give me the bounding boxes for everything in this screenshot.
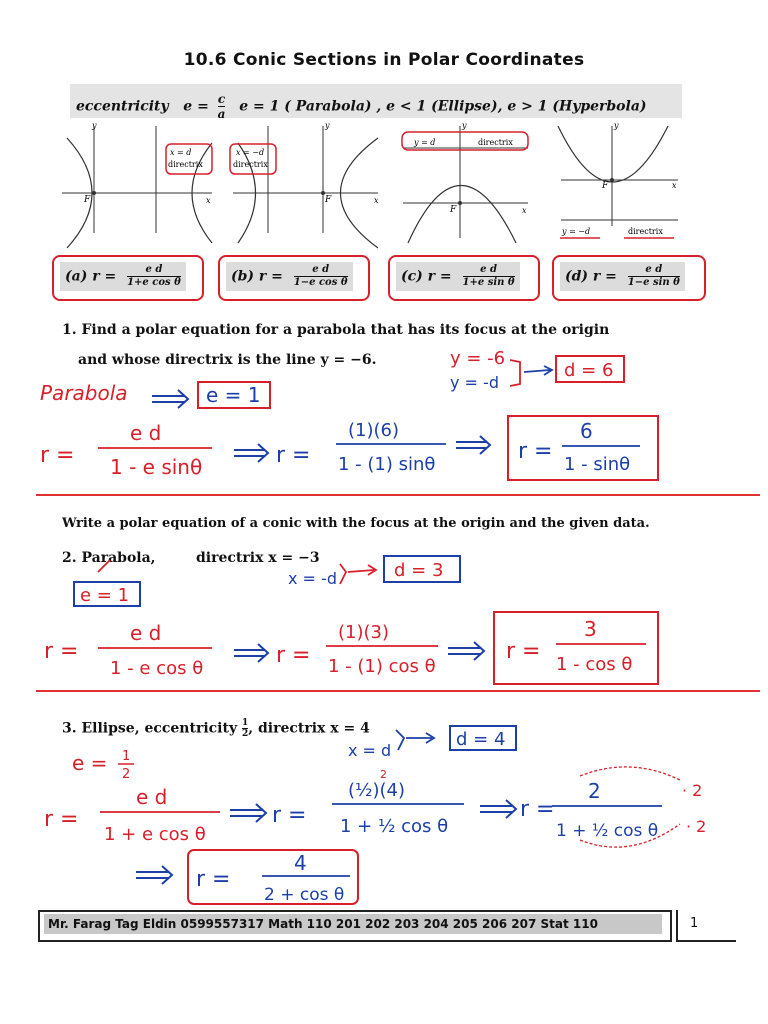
q1-r-3: r =	[518, 439, 553, 464]
formula-c-num: e d	[463, 264, 515, 277]
q1-bracket	[510, 360, 520, 386]
graph-a-focus-label: F	[84, 195, 91, 205]
q2-r-1: r =	[44, 639, 79, 664]
q3-step3-num: 2	[588, 779, 601, 803]
q1-r-2: r =	[276, 443, 311, 468]
eccentricity-definition	[76, 92, 647, 121]
q3-note-x: x = d	[348, 741, 392, 760]
q1-step1-num: e d	[130, 421, 162, 445]
graph-c-focus-label: F	[450, 205, 457, 215]
formula-a-den: 1+e cos θ	[127, 277, 181, 288]
q2-ans-num: 3	[584, 617, 597, 641]
q2-e-pointer	[98, 560, 110, 572]
graph-c-directrix-word: directrix	[478, 138, 513, 147]
q3-mult-bottom: · 2	[686, 817, 707, 836]
graph-a-directrix-eq: x = d	[170, 148, 192, 157]
q2-implies-3	[448, 642, 484, 660]
q1-r-1: r =	[40, 443, 75, 468]
graph-d-curve	[558, 126, 668, 182]
q3-e-den: 2	[122, 767, 131, 782]
graph-c-focus-dot	[458, 201, 462, 205]
eccentricity-fraction	[218, 92, 226, 121]
divider-1	[36, 494, 760, 496]
formula-d-label: (d) r =	[565, 268, 617, 285]
eccentricity-e-eq: e =	[183, 98, 209, 115]
q2-handwriting	[40, 550, 740, 690]
q3-step2-num: (½)(4)	[348, 780, 405, 801]
q3-directrix: , directrix x = 4	[248, 720, 370, 737]
q1-note-y1: y = -6	[450, 348, 506, 369]
page-title: 10.6 Conic Sections in Polar Coordinates	[183, 50, 585, 70]
graph-a	[62, 118, 222, 243]
formula-a-frac	[127, 264, 181, 289]
q2-bracket	[340, 564, 346, 584]
formula-c-den: 1+e sin θ	[462, 277, 515, 288]
footer-text: Mr. Farag Tag Eldin 0599557317 Math 110 201 202 203 204 205 206 207 Stat 110	[44, 914, 662, 934]
instruction: Write a polar equation of a conic with the focus at the origin and the given data.	[62, 516, 650, 531]
q2-r-2: r =	[276, 643, 311, 668]
q2-e-value: e = 1	[80, 585, 130, 606]
graph-b	[228, 118, 388, 243]
q3-step1-den: 1 + e cos θ	[104, 824, 206, 845]
eccentricity-den: a	[217, 107, 226, 121]
q3-step2-den: 1 + ½ cos θ	[340, 816, 449, 837]
divider-2	[36, 690, 760, 692]
q2-arrow-d	[348, 570, 374, 572]
q1-e-value: e = 1	[206, 383, 261, 407]
q1-note-y2: y = -d	[450, 373, 499, 392]
formula-c-frac	[463, 264, 515, 289]
graph-b-directrix-eq: x = −d	[236, 148, 265, 157]
q1-implies-3	[456, 436, 490, 454]
page-number-divider	[676, 910, 678, 942]
formula-b-den: 1−e cos θ	[293, 277, 348, 288]
q2-ans-den: 1 - cos θ	[556, 654, 633, 675]
q3-line-text: 3. Ellipse, eccentricity	[62, 720, 238, 737]
q2-step1-num: e d	[130, 621, 162, 645]
q3-implies-final	[136, 866, 172, 884]
q1-step1-den: 1 - e sinθ	[110, 455, 203, 479]
formula-a	[60, 262, 186, 291]
q1-line2: and whose directrix is the line y = −6.	[78, 352, 377, 368]
q2-directrix: directrix x = −3	[196, 550, 320, 566]
graph-d-directrix-eq: y = −d	[562, 227, 591, 236]
graph-a-x-label: x	[206, 196, 211, 205]
graph-c-y-label: y	[462, 121, 467, 130]
q3-d-value: d = 4	[456, 729, 506, 750]
q2-step2-num: (1)(3)	[338, 622, 389, 643]
q3-ans-num: 4	[294, 851, 307, 875]
graph-b-x-label: x	[374, 196, 379, 205]
graph-d-y-label: y	[614, 121, 619, 130]
graph-c-x-label: x	[522, 206, 527, 215]
q1-handwriting	[40, 340, 740, 490]
formula-a-num: e d	[127, 264, 181, 277]
eccentricity-label: eccentricity	[76, 98, 169, 115]
formula-b-label: (b) r =	[231, 268, 283, 285]
graph-c-directrix-eq: y = d	[414, 138, 436, 147]
q1-ans-den: 1 - sinθ	[564, 454, 631, 475]
q3-r-final: r =	[196, 867, 231, 892]
formula-a-label: (a) r =	[65, 268, 117, 285]
formula-d-frac	[628, 264, 680, 289]
formula-b	[226, 262, 353, 291]
q1-d-value: d = 6	[564, 360, 614, 381]
graph-d	[556, 118, 686, 246]
formula-b-frac	[294, 264, 348, 289]
q1-implies-arrow	[152, 390, 188, 408]
q1-line1: 1. Find a polar equation for a parabola that has its focus at the origin	[62, 322, 610, 338]
q2-line: 2. Parabola,	[62, 550, 156, 566]
q3-frac-den: 2	[241, 729, 249, 739]
formula-b-num: e d	[294, 264, 348, 277]
graph-b-y-label: y	[325, 121, 330, 130]
q1-parabola-word: Parabola	[40, 381, 128, 405]
graph-a-directrix-word: directrix	[168, 160, 203, 169]
q3-step2-cancel: 2	[380, 768, 387, 781]
q3-e-eq: e =	[72, 751, 108, 775]
q1-arrow-d	[524, 370, 550, 372]
q3-e-num: 1	[122, 749, 131, 764]
graph-d-directrix-word: directrix	[628, 227, 663, 236]
q2-step2-den: 1 - (1) cos θ	[328, 656, 436, 677]
graph-c	[398, 118, 538, 243]
q2-r-3: r =	[506, 639, 541, 664]
q2-d-value: d = 3	[394, 560, 444, 581]
graph-a-y-label: y	[92, 121, 97, 130]
q1-ans-num: 6	[580, 419, 593, 443]
graph-b-focus-label: F	[325, 195, 332, 205]
q2-implies-2	[234, 644, 268, 662]
eccentricity-cases: e = 1 ( Parabola) , e < 1 (Ellipse), e > 1 (Hyperbola)	[239, 98, 647, 115]
q3-r-1: r =	[44, 807, 79, 832]
q3-frac-num: 1	[241, 718, 249, 728]
q1-step2-num: (1)(6)	[348, 420, 399, 441]
formula-d-den: 1−e sin θ	[627, 277, 680, 288]
q3-handwriting	[40, 720, 740, 910]
q3-step3-den: 1 + ½ cos θ	[556, 821, 659, 841]
graph-d-focus-label: F	[602, 181, 609, 191]
q3-implies-2	[230, 804, 266, 822]
q2-step1-den: 1 - e cos θ	[110, 658, 204, 679]
page-number: 1	[690, 916, 699, 931]
q1-implies-2	[234, 444, 268, 462]
q3-step1-num: e d	[136, 785, 168, 809]
q3-bracket	[396, 730, 404, 750]
q3-mult-top: · 2	[682, 781, 703, 800]
q2-note-x: x = -d	[288, 569, 337, 588]
q3-implies-3	[480, 800, 516, 818]
formula-c	[396, 262, 520, 291]
q3-r-2: r =	[272, 803, 307, 828]
formula-d	[560, 262, 685, 291]
formula-d-num: e d	[628, 264, 680, 277]
graph-c-curve	[408, 186, 516, 244]
graph-d-x-label: x	[672, 181, 677, 190]
page-number-underline	[676, 940, 736, 942]
q1-step2-den: 1 - (1) sinθ	[338, 454, 436, 475]
graph-d-focus-dot	[610, 178, 614, 182]
q3-r-3: r =	[520, 797, 555, 822]
graph-a-focus-dot	[92, 191, 96, 195]
formula-c-label: (c) r =	[401, 268, 452, 285]
eccentricity-num: c	[217, 92, 226, 106]
q3-ans-den: 2 + cos θ	[264, 885, 345, 905]
graph-b-directrix-word: directrix	[233, 160, 268, 169]
